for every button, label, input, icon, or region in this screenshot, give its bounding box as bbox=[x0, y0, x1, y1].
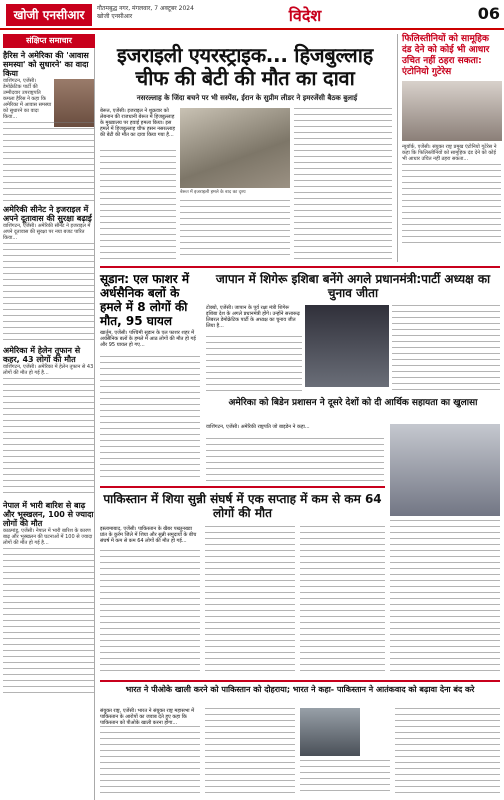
brief-4-title: नेपाल में भारी बारिश से बाढ़ और भूस्खलन, 100 से ज्यादा लोगों की मौत bbox=[3, 501, 94, 528]
section-title: विदेश bbox=[288, 6, 322, 25]
divider-3 bbox=[100, 680, 500, 682]
lead-photo-caption: बेरूत में इजराइली हमले के बाद का दृश्य bbox=[180, 190, 246, 195]
brief-2-title: अमेरिकी सीनेट ने इजराइल में अपने दूतावास की सुरक्षा बढ़ाई bbox=[3, 205, 92, 223]
brief-3-text-lines bbox=[3, 378, 94, 498]
brief-1-body: वाशिंगटन, एजेंसी। डेमोक्रेटिक पार्टी की उम्मीदवार उपराष्ट्रपति कमला हैरिस ने कहा कि अमेरिका में आवास समस्या को सुधारने का वादा किया... bbox=[3, 78, 52, 120]
pakistan-text-lines-3 bbox=[300, 526, 385, 676]
dateline-text: गौतमबुद्ध नगर, मंगलवार, 7 अक्टूबर 2024 bbox=[97, 5, 194, 12]
lead-body: बेरूत, एजेंसी। इजराइल ने शुक्रवार को लेबनान की राजधानी बेरूत में हिजबुल्लाह के मुख्यालय पर हवाई हमला किया। इस हमले में हिजबुल्लाह चीफ हसन नसरल्लाह की बेटी की मौत का दावा किया गया है... bbox=[100, 108, 176, 138]
brief-2-body: वाशिंगटन, एजेंसी। अमेरिकी सीनेट ने इजराइल में अपने दूतावास की सुरक्षा पर नया बजट पारित किया... bbox=[3, 223, 91, 241]
pakistan-headline: पाकिस्तान में शिया सुन्नी संघर्ष में एक सप्ताह में कम से कम 64 लोगों की मौत bbox=[103, 492, 382, 520]
america-headline: अमेरिका को बिडेन प्रशासन ने दूसरे देशों को दी आर्थिक सहायता का खुलासा bbox=[228, 398, 478, 408]
india-pok-headline: भारत ने पीओके खाली करने को पाकिस्तान को दोहराया; भारत ने कहा- पाकिस्तान ने आतंकवाद को बढ़ावा देना बंद करे bbox=[125, 685, 475, 694]
america-text-lines bbox=[206, 438, 384, 482]
lead-text-lines-3 bbox=[180, 200, 290, 260]
brief-3-title: अमेरिका में हेलेन तूफान से कहर, 43 लोगों की मौत bbox=[3, 346, 81, 364]
sudan-body: खार्तूम, एजेंसी। पश्चिमी सूडान के एल फाशर शहर में अर्धसैनिक बलों के हमले में आठ लोगों की मौत हो गई और 95 घायल हो गए... bbox=[100, 330, 196, 348]
brief-2-text-lines bbox=[3, 243, 94, 343]
sudan-headline: सूडान: एल फाशर में अर्धसैनिक बलों के हमले में 8 लोगों की मौत, 95 घायल bbox=[100, 272, 190, 328]
beirut-strike-photo bbox=[180, 108, 290, 188]
india-pok-text-lines-4 bbox=[395, 708, 500, 796]
india-pok-text-lines-1 bbox=[100, 726, 200, 796]
brief-4-body: काठमांडू, एजेंसी। नेपाल में भारी बारिश के कारण बाढ़ और भूस्खलन की घटनाओं में 100 से ज्यादा लोगों की मौत हो गई है... bbox=[3, 528, 93, 546]
lead-text-lines-1 bbox=[100, 150, 176, 260]
guterres-photo bbox=[402, 81, 502, 141]
brief-1-text-lines bbox=[3, 122, 94, 202]
india-pok-text-lines-2 bbox=[205, 708, 295, 796]
dateline bbox=[97, 5, 267, 21]
edition-text: खोजी एनसीआर bbox=[97, 13, 133, 20]
japan-headline: जापान में शिगेरू इशिबा बनेंगे अगले प्रधानमंत्री:पार्टी अध्यक्ष का चुनाव जीता bbox=[215, 272, 491, 300]
right-headline: फिलिस्तीनियों को सामूहिक दंड देने को कोई भी आधार उचित नहीं ठहरा सकता: एंटोनियो गुटेरेस bbox=[402, 34, 490, 77]
brief-4-text-lines bbox=[3, 548, 94, 698]
india-pok-text-lines-3 bbox=[300, 760, 390, 796]
right-story bbox=[397, 34, 501, 262]
brief-3-body: वाशिंगटन, एजेंसी। अमेरिका में हेलेन तूफान से 43 लोगों की मौत हो गई है... bbox=[3, 364, 94, 376]
lead-deck: नसरल्लाह के जिंदा बचने पर भी सस्पेंस, ईरान के सुप्रीम लीडर ने इमरजेंसी बैठक बुलाई bbox=[136, 94, 358, 102]
divider-2 bbox=[100, 486, 385, 488]
ishiba-photo bbox=[305, 305, 389, 387]
japan-body: टोक्यो, एजेंसी। जापान के पूर्व रक्षा मंत्री शिगेरू इशिबा देश के अगले प्रधानमंत्री होंगे। उन्होंने सत्तारूढ़ लिबरल डेमोक्रेटिक पार्टी के अध्यक्ष का चुनाव जीत लिया है... bbox=[206, 305, 300, 329]
biden-photo bbox=[390, 424, 500, 516]
lead-headline: इजराइली एयरस्ट्राइक... हिजबुल्लाह चीफ की बेटी की मौत का दावा bbox=[117, 43, 373, 90]
page-number: 06 bbox=[477, 4, 500, 23]
un-speaker-photo bbox=[300, 708, 360, 756]
right-text-lines bbox=[402, 164, 501, 244]
america-text-lines-2 bbox=[390, 520, 500, 676]
briefs-header: संक्षिप्त समाचार bbox=[3, 34, 95, 48]
japan-text-lines-1 bbox=[206, 336, 302, 394]
india-pok-body: संयुक्त राष्ट्र, एजेंसी। भारत ने संयुक्त राष्ट्र महासभा में पाकिस्तान के आरोपों का जवाब देते हुए कहा कि पाकिस्तान को पीओके खाली करना होगा... bbox=[100, 708, 195, 726]
brief-1-title: हैरिस ने अमेरिका की 'आवास समस्या' को सुधारने' का वादा किया bbox=[3, 51, 89, 78]
sudan-text-lines bbox=[100, 356, 200, 482]
right-body: न्यूयॉर्क, एजेंसी। संयुक्त राष्ट्र प्रमुख एंटोनियो गुटेरेस ने कहा कि फिलिस्तीनियों को सामूहिक दंड देने को कोई भी आधार उचित नहीं ठहरा सकता... bbox=[402, 144, 497, 162]
brand-logo: खोजी एनसीआर bbox=[6, 4, 92, 26]
pakistan-body: इस्लामाबाद, एजेंसी। पाकिस्तान के खैबर पख्तूनख्वा प्रांत के कुर्रम जिले में शिया और सुन्नी समुदायों के बीच संघर्ष में कम से कम 64 लोगों की मौत हो गई... bbox=[100, 526, 197, 544]
pakistan-text-lines-2 bbox=[205, 526, 295, 676]
japan-text-lines-2 bbox=[392, 305, 500, 395]
left-column bbox=[3, 34, 95, 800]
pakistan-text-lines-1 bbox=[100, 550, 200, 676]
harris-photo bbox=[54, 79, 94, 127]
america-body: वाशिंगटन, एजेंसी। अमेरिकी राष्ट्रपति जो बाइडेन ने कहा... bbox=[206, 424, 310, 430]
divider-1 bbox=[100, 266, 500, 268]
lead-text-lines-2 bbox=[294, 108, 392, 260]
